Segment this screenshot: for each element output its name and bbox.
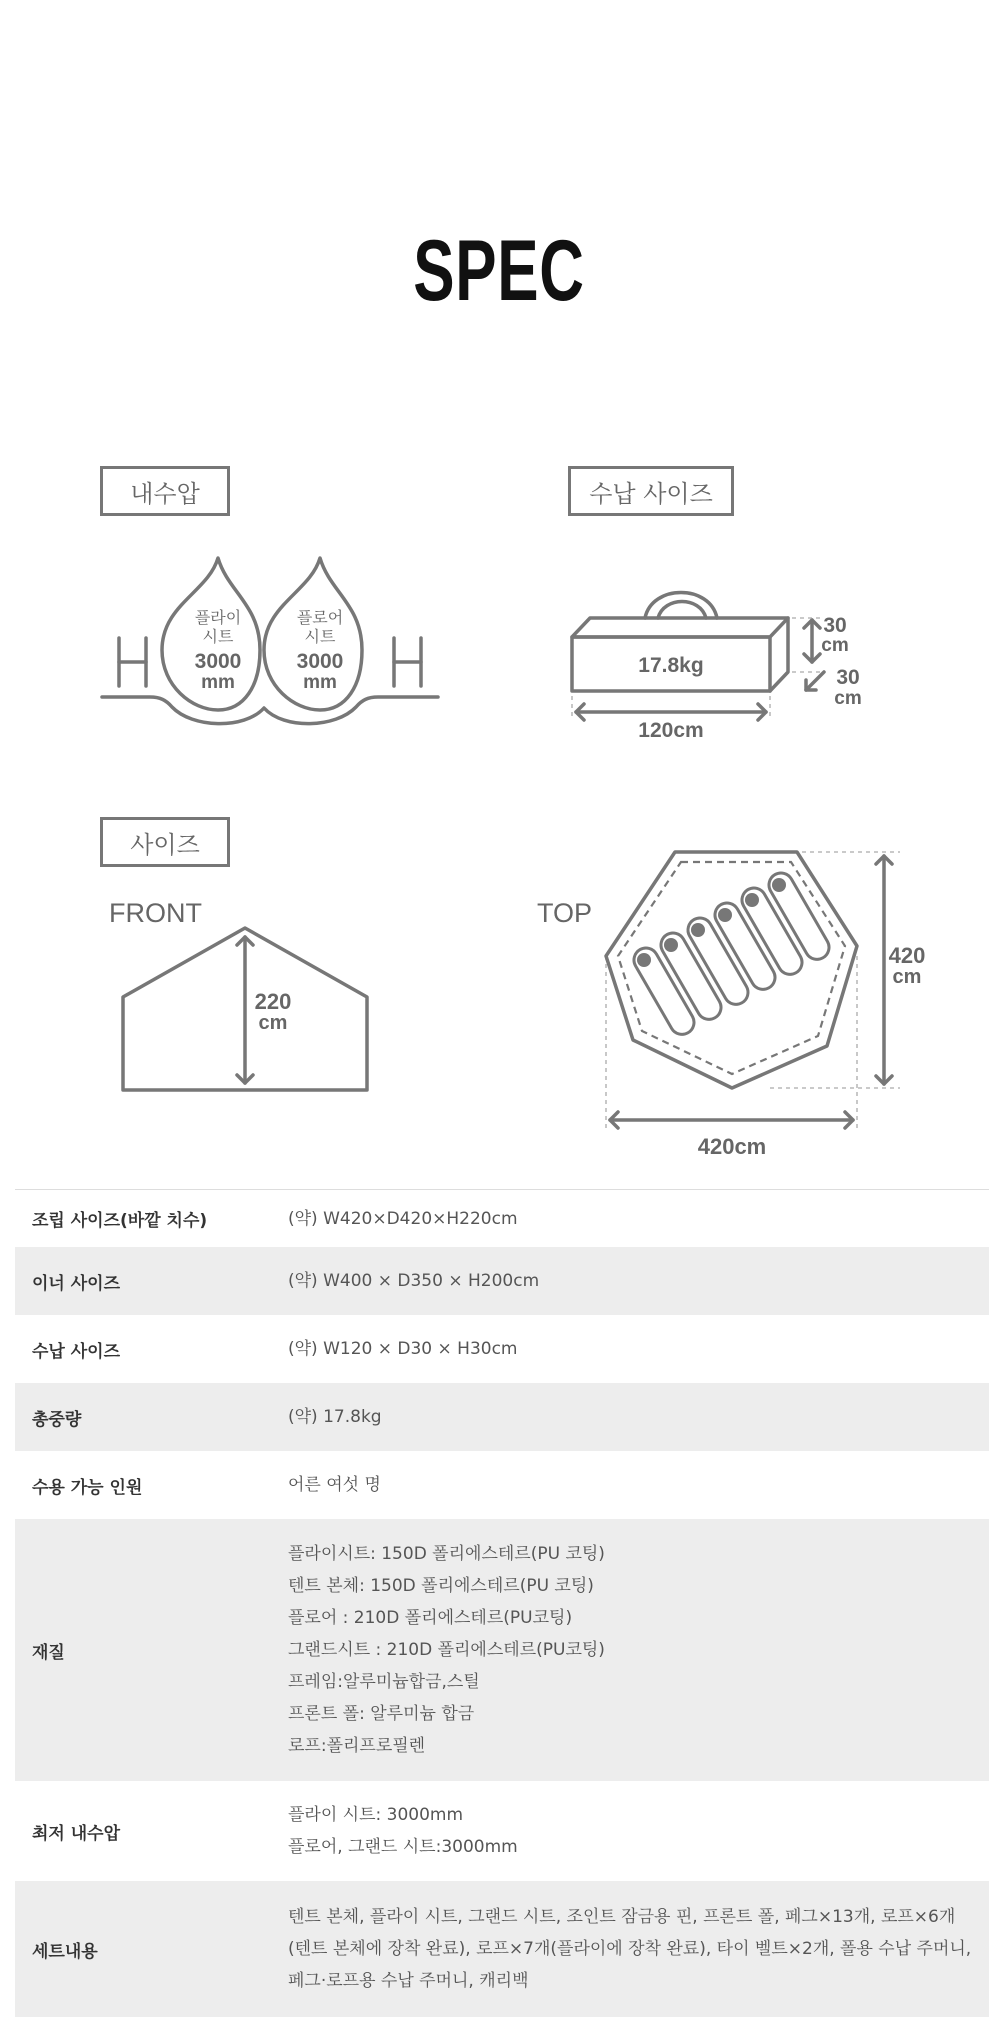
fly-sheet-value: 3000 [194, 650, 242, 673]
storage-depth-unit: cm [834, 688, 862, 709]
front-height-unit: cm [258, 1012, 288, 1034]
spec-value: (약) W420×D420×H220cm [288, 1208, 518, 1229]
front-view-label: FRONT [109, 898, 202, 928]
spec-key: 수용 가능 인원 [32, 1477, 143, 1498]
floor-sheet-label-2: 시트 [304, 627, 336, 646]
spec-row-capacity [15, 1451, 989, 1519]
size-section-label: 사이즈 [100, 817, 230, 867]
fly-sheet-label-2: 시트 [202, 627, 234, 646]
spec-value: (약) W120 × D30 × H30cm [288, 1339, 518, 1359]
spec-key: 재질 [32, 1642, 65, 1663]
spec-value: 플라이 시트: 3000mm 플로어, 그랜드 시트:3000mm [288, 1805, 518, 1857]
spec-row-material [15, 1519, 989, 1781]
spec-table [15, 1189, 989, 2017]
spec-value: (약) W400 × D350 × H200cm [288, 1271, 540, 1291]
top-depth-value: 420 [888, 943, 926, 968]
top-view-diagram [600, 850, 940, 1160]
storage-width: 120cm [638, 719, 704, 742]
spec-value: 텐트 본체, 플라이 시트, 그랜드 시트, 조인트 잠금용 핀, 프론트 폴, 페그×13개, 로프×6개(텐트 본체에 장착 완료), 로프×7개(플라이에 장착 완료), 타이 벨트×2개, 폴용 수납 주머니, 페그·로프용 수납 주머니, 캐리백 [288, 1907, 972, 1991]
front-height-value: 220 [254, 989, 292, 1014]
spec-value: 어른 여섯 명 [288, 1475, 381, 1495]
storage-height-value: 30 [823, 614, 847, 637]
spec-row-assembled-size [15, 1190, 989, 1247]
page-title: SPEC [413, 223, 585, 319]
spec-value: (약) 17.8kg [288, 1407, 382, 1427]
top-width: 420cm [697, 1134, 767, 1159]
storage-bag-diagram [570, 580, 890, 750]
spec-row-weight [15, 1383, 989, 1451]
spec-key: 이너 사이즈 [32, 1273, 121, 1294]
spec-key: 수납 사이즈 [32, 1341, 121, 1362]
fly-sheet-label-1: 플라이 [194, 608, 242, 627]
spec-row-inner-size [15, 1247, 989, 1315]
front-view-diagram [120, 925, 370, 1095]
storage-section-label: 수납 사이즈 [568, 466, 734, 516]
top-view-label: TOP [537, 898, 593, 928]
floor-sheet-unit: mm [303, 672, 337, 693]
spec-key: 세트내용 [32, 1941, 98, 1962]
waterproof-diagram [100, 550, 440, 740]
spec-key: 총중량 [32, 1409, 82, 1430]
spec-row-storage-size [15, 1315, 989, 1383]
spec-value: 플라이시트: 150D 폴리에스테르(PU 코팅) 텐트 본체: 150D 폴리에스테르(PU 코팅) 플로어 : 210D 폴리에스테르(PU코팅) 그랜드시트 : 210D 폴리에스테르(PU코팅) 프레임:알루미늄합금,스틸 프론트 폴: 알루미늄 합금 로프:폴리프로필렌 [288, 1544, 605, 1756]
floor-sheet-label-1: 플로어 [296, 608, 344, 627]
top-depth-unit: cm [892, 966, 922, 988]
waterproof-section-label: 내수압 [100, 466, 230, 516]
spec-row-set-contents [15, 1881, 989, 2017]
spec-row-min-waterproof [15, 1781, 989, 1881]
spec-key: 조립 사이즈(바깥 치수) [32, 1211, 208, 1231]
storage-height-unit: cm [821, 635, 849, 656]
fly-sheet-unit: mm [201, 672, 235, 693]
storage-weight: 17.8kg [638, 654, 704, 677]
storage-depth-value: 30 [836, 666, 860, 689]
floor-sheet-value: 3000 [296, 650, 344, 673]
spec-key: 최저 내수압 [32, 1823, 121, 1844]
